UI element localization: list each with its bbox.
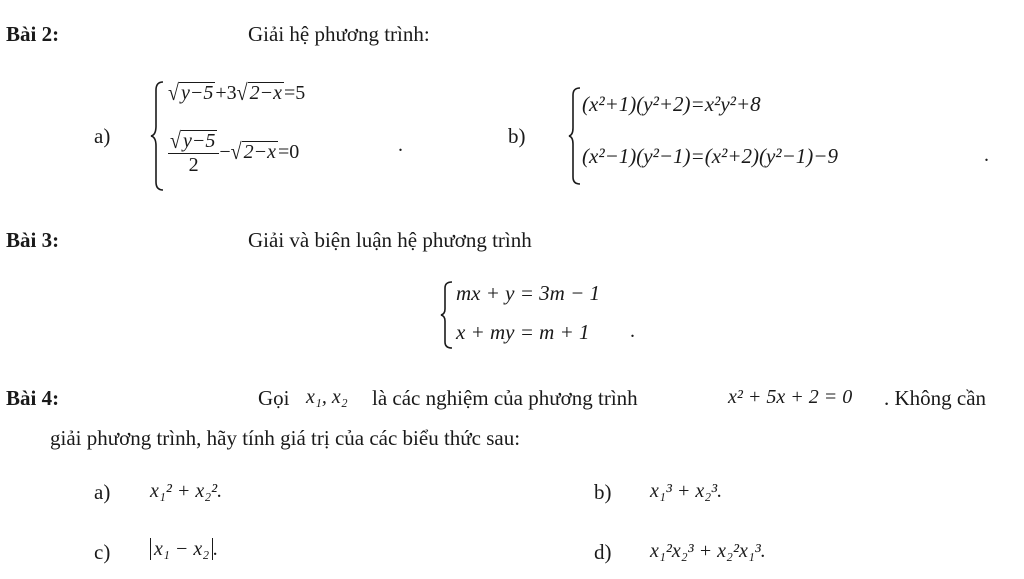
- b4-intro-mid: là các nghiệm của phương trình: [372, 386, 638, 410]
- b2-title: Bài 2:: [6, 22, 60, 46]
- b4-b-label: b): [594, 480, 612, 504]
- b2-a-brace: [150, 80, 166, 192]
- b2-a-eq1: √ y−5 +3√ 2−x =5: [168, 80, 306, 106]
- b4-intro-start: Gọi: [258, 386, 290, 410]
- b2-b-dot: .: [984, 144, 989, 166]
- b2-instruction: Giải hệ phương trình:: [248, 22, 430, 46]
- b4-c-expr: x₁ − x₂ .: [150, 538, 218, 561]
- b4-c-label: c): [94, 540, 111, 564]
- b4-b-expr: x₁³ + x₂³.: [650, 480, 723, 502]
- b2-b-eq1: (x²+1)(y²+2)=x²y²+8: [582, 92, 761, 116]
- b4-equation: x² + 5x + 2 = 0: [728, 386, 853, 408]
- b3-eq1: mx + y = 3m − 1: [456, 281, 600, 305]
- b2-a-label: a): [94, 124, 111, 148]
- b3-instruction: Giải và biện luận hệ phương trình: [248, 228, 532, 252]
- b4-d-expr: x₁²x₂³ + x₂²x₁³.: [650, 540, 766, 562]
- b3-dot: .: [630, 320, 635, 342]
- b2-a-eq2: $\frac{√ y-5}{2}$ −√ 2−x =0: [170, 128, 300, 176]
- b4-a-expr: x₁² + x₂².: [150, 480, 223, 502]
- b4-a-label: a): [94, 480, 111, 504]
- b3-brace: [440, 280, 454, 350]
- b2-b-brace: [568, 86, 582, 186]
- b4-d-label: d): [594, 540, 612, 564]
- b4-intro-end: . Không cần: [884, 386, 987, 410]
- b2-b-eq2: (x²−1)(y²−1)=(x²+2)(y²−1)−9: [582, 144, 838, 168]
- b3-eq2: x + my = m + 1: [456, 320, 590, 344]
- b4-vars: x₁, x₂: [306, 386, 348, 408]
- b2-a-dot: .: [398, 134, 403, 156]
- b3-title: Bài 3:: [6, 228, 60, 252]
- b4-line2: giải phương trình, hãy tính giá trị của các biểu thức sau:: [50, 426, 521, 450]
- b2-b-label: b): [508, 124, 526, 148]
- b4-title: Bài 4:: [6, 386, 60, 410]
